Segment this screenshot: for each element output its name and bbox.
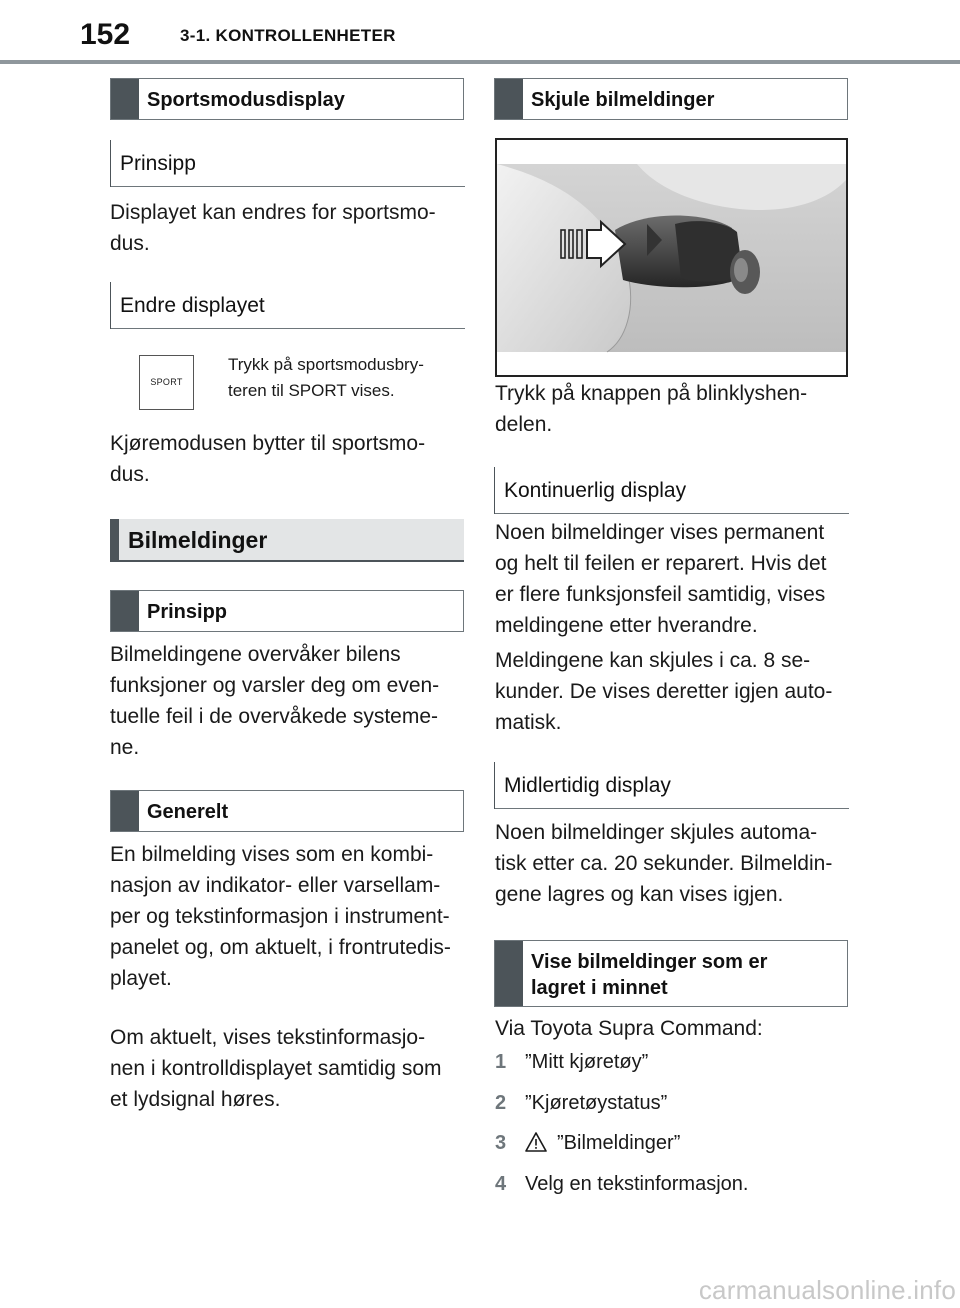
section-bar [111, 591, 139, 631]
watermark: carmanualsonline.info [698, 1275, 956, 1305]
paragraph [110, 639, 470, 763]
header-rule [0, 60, 960, 64]
page-number: 152 [80, 18, 131, 51]
text-line: Displayet kan endres for sportsmo- [110, 201, 436, 224]
text-line: Bilmeldingene overvåker bilens [110, 643, 401, 666]
paragraph [495, 645, 855, 738]
instruction-text [228, 352, 468, 404]
text-line: tuelle feil i de overvåkede systeme- [110, 705, 438, 728]
paragraph [495, 378, 855, 440]
step-text: ”Mitt kjøretøy” [525, 1051, 649, 1073]
warning-triangle-icon [525, 1132, 547, 1152]
subhead-title: Endre displayet [120, 294, 265, 317]
step-text: ”Kjøretøystatus” [525, 1092, 668, 1114]
subhead-endre-displayet [110, 282, 465, 329]
text-line: tisk etter ca. 20 sekunder. Bilmeldin- [495, 852, 833, 875]
step-number: 3 [495, 1132, 507, 1154]
step-item [495, 1170, 855, 1198]
text-line: delen. [495, 413, 553, 436]
section-title [531, 949, 767, 1001]
section-rule [110, 560, 464, 562]
paragraph [110, 839, 470, 994]
paragraph [110, 1022, 470, 1115]
subhead-title: Kontinuerlig display [504, 479, 687, 502]
subhead-rule [111, 328, 465, 329]
stalk-drawing [497, 140, 846, 375]
text-line: Noen bilmeldinger vises permanent [495, 521, 825, 544]
intro-text: Via Toyota Supra Command: [495, 1017, 763, 1040]
text-line: Kjøremodusen bytter til sportsmo- [110, 432, 426, 455]
section-bar [495, 941, 523, 1006]
sport-button-label: SPORT [150, 377, 183, 387]
section-bar [111, 791, 139, 831]
subhead-rule [495, 513, 849, 514]
text-line: playet. [110, 967, 172, 990]
text-line: teren til SPORT vises. [228, 381, 395, 400]
step-item [495, 1129, 855, 1157]
text-line: gene lagres og kan vises igjen. [495, 883, 784, 906]
step-item [495, 1089, 855, 1117]
paragraph [495, 817, 855, 910]
step-number: 2 [495, 1092, 507, 1114]
step-item [495, 1048, 855, 1076]
title-line: Vise bilmeldinger som er [531, 951, 768, 973]
section-head-vise [494, 940, 848, 1007]
subhead-prinsipp-1 [110, 140, 465, 187]
section-head-skjule [494, 78, 848, 120]
step-text: Velg en tekstinformasjon. [525, 1173, 749, 1195]
text-line: ne. [110, 736, 140, 759]
sport-button-icon [139, 355, 194, 410]
paragraph [495, 517, 855, 641]
section-title: Sportsmodusdisplay [147, 89, 345, 111]
paragraph [110, 428, 470, 490]
text-line: nasjon av indikator- eller varsellam- [110, 874, 441, 897]
text-line: matisk. [495, 711, 562, 734]
section-head-bilmeldinger [110, 519, 464, 562]
subhead-title: Prinsipp [120, 152, 196, 175]
step-number: 1 [495, 1051, 507, 1073]
turn-signal-illustration [495, 138, 848, 377]
text-line: funksjoner og varsler deg om even- [110, 674, 440, 697]
text-line: er flere funksjonsfeil samtidig, vises [495, 583, 826, 606]
text-line: Trykk på sportsmodusbry- [228, 355, 424, 374]
section-title: Bilmeldinger [128, 527, 268, 553]
text-line: nen i kontrolldisplayet samtidig som [110, 1057, 442, 1080]
section-title: Skjule bilmeldinger [531, 89, 715, 111]
title-line: lagret i minnet [531, 977, 668, 999]
text-line: og helt til feilen er reparert. Hvis det [495, 552, 827, 575]
section-head-generelt [110, 790, 464, 832]
text-line: panelet og, om aktuelt, i frontrutedis- [110, 936, 451, 959]
step-text: ”Bilmeldinger” [557, 1132, 681, 1154]
subhead-rule [495, 808, 849, 809]
text-line: Meldingene kan skjules i ca. 8 se- [495, 649, 811, 672]
subhead-kontinuerlig [494, 467, 849, 514]
chapter-title: 3-1. KONTROLLENHETER [180, 26, 396, 45]
text-line: Om aktuelt, vises tekstinformasjo- [110, 1026, 426, 1049]
text-line: per og tekstinformasjon i instrument- [110, 905, 450, 928]
subhead-title: Midlertidig display [504, 774, 671, 797]
section-head-prinsipp [110, 590, 464, 632]
section-title: Prinsipp [147, 601, 228, 623]
step-number: 4 [495, 1173, 507, 1195]
text-line: kunder. De vises deretter igjen auto- [495, 680, 833, 703]
section-title: Generelt [147, 801, 229, 823]
section-bar [111, 79, 139, 119]
text-line: dus. [110, 232, 150, 255]
section-head-sportsmodus [110, 78, 464, 120]
text-line: Trykk på knappen på blinklyshen- [495, 382, 808, 405]
subhead-midlertidig [494, 762, 849, 809]
section-bar [110, 519, 119, 562]
subhead-rule [111, 186, 465, 187]
paragraph [110, 197, 470, 259]
text-line: En bilmelding vises som en kombi- [110, 843, 434, 866]
text-line: Noen bilmeldinger skjules automa- [495, 821, 818, 844]
section-bar [495, 79, 523, 119]
text-line: meldingene etter hverandre. [495, 614, 758, 637]
text-line: dus. [110, 463, 150, 486]
text-line: et lydsignal høres. [110, 1088, 281, 1111]
